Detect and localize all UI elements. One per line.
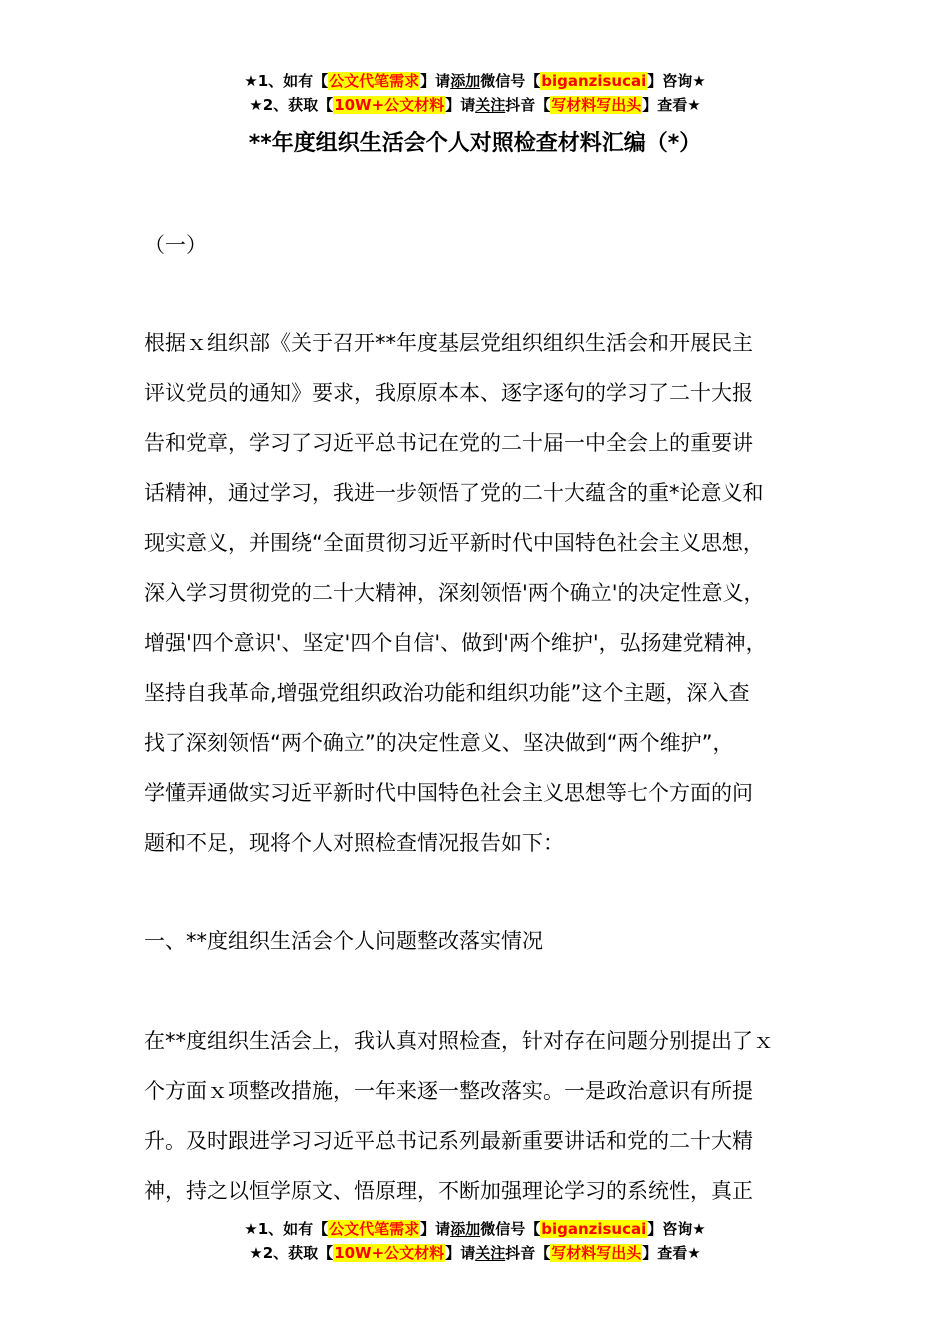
banner-text: 】请 (420, 1220, 451, 1238)
underlined-add: 添加 (450, 72, 481, 90)
highlight-wechat-id: biganzisucai (541, 1220, 647, 1238)
paragraph-line: 题和不足，现将个人对照检查情况报告如下： (144, 831, 564, 855)
paragraph-line: 深入学习贯彻党的二十大精神，深刻领悟'两个确立'的决定性意义， (144, 581, 765, 605)
paragraph-line: 学懂弄通做实习近平新时代中国特色社会主义思想等七个方面的问 (144, 781, 753, 805)
paragraph-line: 升。及时跟进学习习近平总书记系列最新重要讲话和党的二十大精 (144, 1129, 753, 1153)
paragraph-line: 现实意义，并围绕“全面贯彻习近平新时代中国特色社会主义思想， (144, 531, 764, 555)
paragraph-intro (144, 318, 834, 868)
bottom-banner (0, 1217, 950, 1265)
paragraph-line: 话精神，通过学习，我进一步领悟了党的二十大蕴含的重*论意义和 (144, 481, 764, 505)
banner-text: ★2、获取【 (249, 96, 334, 114)
banner-text: 】请 (420, 72, 451, 90)
banner-text: 】咨询★ (647, 72, 706, 90)
top-banner (0, 69, 950, 117)
document-title: **年度组织生活会个人对照检查材料汇编（*） (248, 131, 702, 156)
top-banner-line-1 (0, 69, 950, 93)
highlight-douyin-account: 写材料写出头 (551, 96, 642, 114)
paragraph-line: 评议党员的通知》要求，我原原本本、逐字逐句的学习了二十大报 (144, 381, 753, 405)
paragraph-line: 告和党章，学习了习近平总书记在党的二十届一中全会上的重要讲 (144, 431, 753, 455)
paragraph-line: 找了深刻领悟“两个确立”的决定性意义、坚决做到“两个维护”， (144, 731, 734, 755)
banner-text: 微信号【 (480, 72, 541, 90)
banner-text: 】查看★ (642, 96, 701, 114)
banner-text: ★1、如有【 (244, 1220, 329, 1238)
highlight-ghostwriting: 公文代笔需求 (329, 72, 420, 90)
underlined-follow: 关注 (475, 96, 506, 114)
banner-text: 微信号【 (480, 1220, 541, 1238)
underlined-follow: 关注 (475, 1244, 506, 1262)
banner-text: 】查看★ (642, 1244, 701, 1262)
section-mark: （一） (144, 233, 207, 257)
paragraph-line: 个方面ｘ项整改措施，一年来逐一整改落实。一是政治意识有所提 (144, 1079, 753, 1103)
highlight-ghostwriting: 公文代笔需求 (329, 1220, 420, 1238)
banner-text: ★1、如有【 (244, 72, 329, 90)
paragraph-line: 神，持之以恒学原文、悟原理，不断加强理论学习的系统性，真正 (144, 1179, 753, 1203)
highlight-douyin-account: 写材料写出头 (551, 1244, 642, 1262)
section-heading-1: 一、**度组织生活会个人问题整改落实情况 (144, 929, 543, 953)
banner-text: 】咨询★ (647, 1220, 706, 1238)
highlight-wechat-id: biganzisucai (541, 72, 647, 90)
banner-text: 抖音【 (505, 1244, 551, 1262)
paragraph-line: 根据ｘ组织部《关于召开**年度基层党组织组织生活会和开展民主 (144, 331, 753, 355)
highlight-materials: 10W+公文材料 (334, 1244, 445, 1262)
top-banner-line-2 (0, 93, 950, 117)
highlight-materials: 10W+公文材料 (334, 96, 445, 114)
paragraph-line: 坚持自我革命,增强党组织政治功能和组织功能”这个主题，深入查 (144, 681, 750, 705)
bottom-banner-line-2 (0, 1241, 950, 1265)
banner-text: 】请 (445, 96, 476, 114)
paragraph-line: 增强'四个意识'、坚定'四个自信'、做到'两个维护'，弘扬建党精神， (144, 631, 767, 655)
banner-text: ★2、获取【 (249, 1244, 334, 1262)
underlined-add: 添加 (450, 1220, 481, 1238)
paragraph-line: 在**度组织生活会上，我认真对照检查，针对存在问题分别提出了ｘ (144, 1029, 774, 1053)
paragraph-rectification (144, 1016, 834, 1216)
banner-text: 】请 (445, 1244, 476, 1262)
banner-text: 抖音【 (505, 96, 551, 114)
bottom-banner-line-1 (0, 1217, 950, 1241)
